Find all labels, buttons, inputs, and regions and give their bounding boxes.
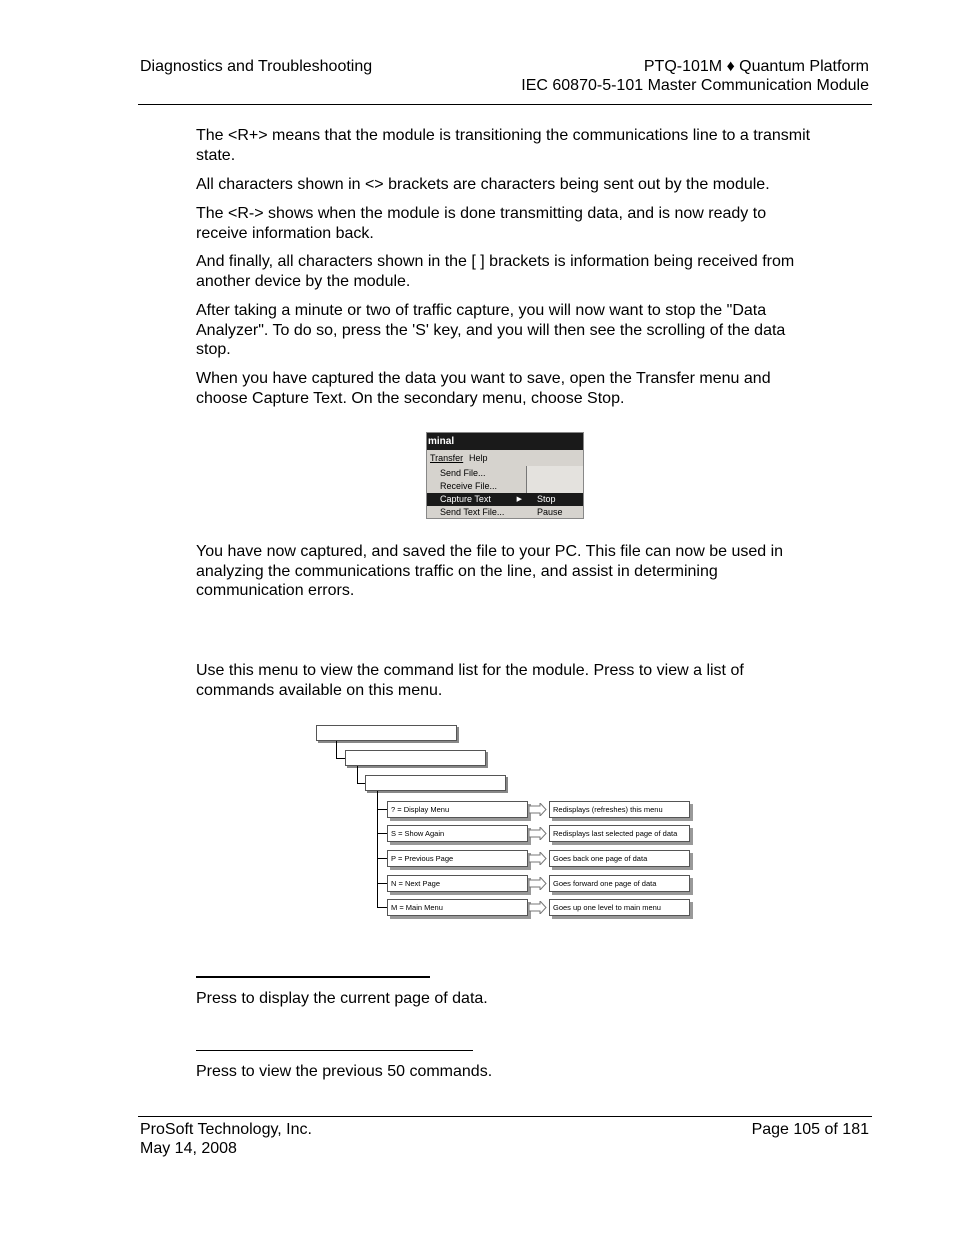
capture-submenu <box>526 493 584 519</box>
menu-item-send-text-file[interactable]: Send Text File... <box>440 507 505 517</box>
submenu-item-stop[interactable]: Stop <box>526 493 584 506</box>
terminal-title-bar: minal <box>427 433 584 450</box>
desc-previous-page: Goes back one page of data <box>549 850 690 867</box>
diagram-level-2-box <box>345 750 486 766</box>
footer-rule <box>138 1116 872 1117</box>
header-section-title: Diagnostics and Troubleshooting <box>140 58 373 75</box>
desc-main-menu: Goes up one level to main menu <box>549 899 690 916</box>
diagram-level-1-box <box>316 725 457 741</box>
header-rule <box>138 104 872 105</box>
paragraph-capture-text: When you have captured the data you want to save, open the Transfer menu and choose Capture Text. On the secondary menu, choose Stop. <box>196 370 771 407</box>
arrow-right-icon <box>529 901 547 914</box>
header-product-line2: IEC 60870-5-101 Master Communication Module <box>521 77 869 94</box>
menu-help[interactable]: Help <box>469 453 488 463</box>
menu-item-capture-text-label: Capture Text <box>440 494 491 504</box>
diagram-connector <box>336 758 345 759</box>
command-next-page: N = Next Page <box>387 875 528 892</box>
diagram-branch <box>377 858 387 859</box>
arrow-right-icon <box>529 852 547 865</box>
arrow-right-icon <box>529 827 547 840</box>
paragraph-angle-brackets: All characters shown in <> brackets are characters being sent out by the module. <box>196 176 770 193</box>
diagram-connector <box>357 766 358 783</box>
command-previous-page: P = Previous Page <box>387 850 528 867</box>
diagram-level-3-box <box>365 775 506 791</box>
terminal-window-area <box>526 466 584 494</box>
arrow-right-icon <box>529 877 547 890</box>
footer-date: May 14, 2008 <box>140 1140 237 1157</box>
section-rule-show-again <box>196 976 430 978</box>
submenu-arrow-icon: ▶ <box>516 496 522 503</box>
desc-next-page: Goes forward one page of data <box>549 875 690 892</box>
footer-company: ProSoft Technology, Inc. <box>140 1121 312 1138</box>
command-show-again: S = Show Again <box>387 825 528 842</box>
paragraph-command-list-intro: Use this menu to view the command list for the module. Press to view a list of commands available on this menu. <box>196 662 744 699</box>
diagram-branch <box>377 907 387 908</box>
menu-item-send-file[interactable]: Send File... <box>440 468 486 478</box>
transfer-dropdown <box>427 466 527 519</box>
diagram-branch <box>377 833 387 834</box>
diagram-branch <box>377 883 387 884</box>
paragraph-r-minus: The <R-> shows when the module is done transmitting data, and is now ready to receive information back. <box>196 205 767 242</box>
submenu-item-pause[interactable]: Pause <box>537 507 563 517</box>
diagram-connector <box>336 741 337 758</box>
command-main-menu: M = Main Menu <box>387 899 528 916</box>
header-product-line1: PTQ-101M ♦ Quantum Platform <box>643 58 869 75</box>
paragraph-stop-analyzer: After taking a minute or two of traffic capture, you will now want to stop the "Data Analyzer". To do so, press the 'S' key, and you will then see the scrolling of the data stop. <box>196 302 786 358</box>
terminal-menu-screenshot <box>426 432 584 519</box>
footer-page-number: Page 105 of 181 <box>751 1121 869 1138</box>
paragraph-square-brackets: And finally, all characters shown in the [ ] brackets is information being received from another device by the module. <box>196 253 795 290</box>
arrow-right-icon <box>529 803 547 816</box>
diagram-branch <box>377 809 387 810</box>
menu-item-capture-text[interactable] <box>427 493 526 506</box>
command-display-menu: ? = Display Menu <box>387 801 528 818</box>
menu-item-receive-file[interactable]: Receive File... <box>440 481 498 491</box>
paragraph-captured-saved: You have now captured, and saved the file to your PC. This file can now be used in analyzing the communications traffic on the line, and assist in determining communication errors. <box>196 543 784 599</box>
terminal-menubar <box>427 450 584 466</box>
desc-display-menu: Redisplays (refreshes) this menu <box>549 801 690 818</box>
section-rule-previous <box>196 1050 473 1051</box>
paragraph-r-plus: The <R+> means that the module is transitioning the communications line to a transmit state. <box>196 127 811 164</box>
paragraph-previous-commands: Press to view the previous 50 commands. <box>196 1063 493 1080</box>
paragraph-show-again: Press to display the current page of data. <box>196 990 488 1007</box>
menu-transfer[interactable]: Transfer <box>430 453 464 463</box>
desc-show-again: Redisplays last selected page of data <box>549 825 690 842</box>
